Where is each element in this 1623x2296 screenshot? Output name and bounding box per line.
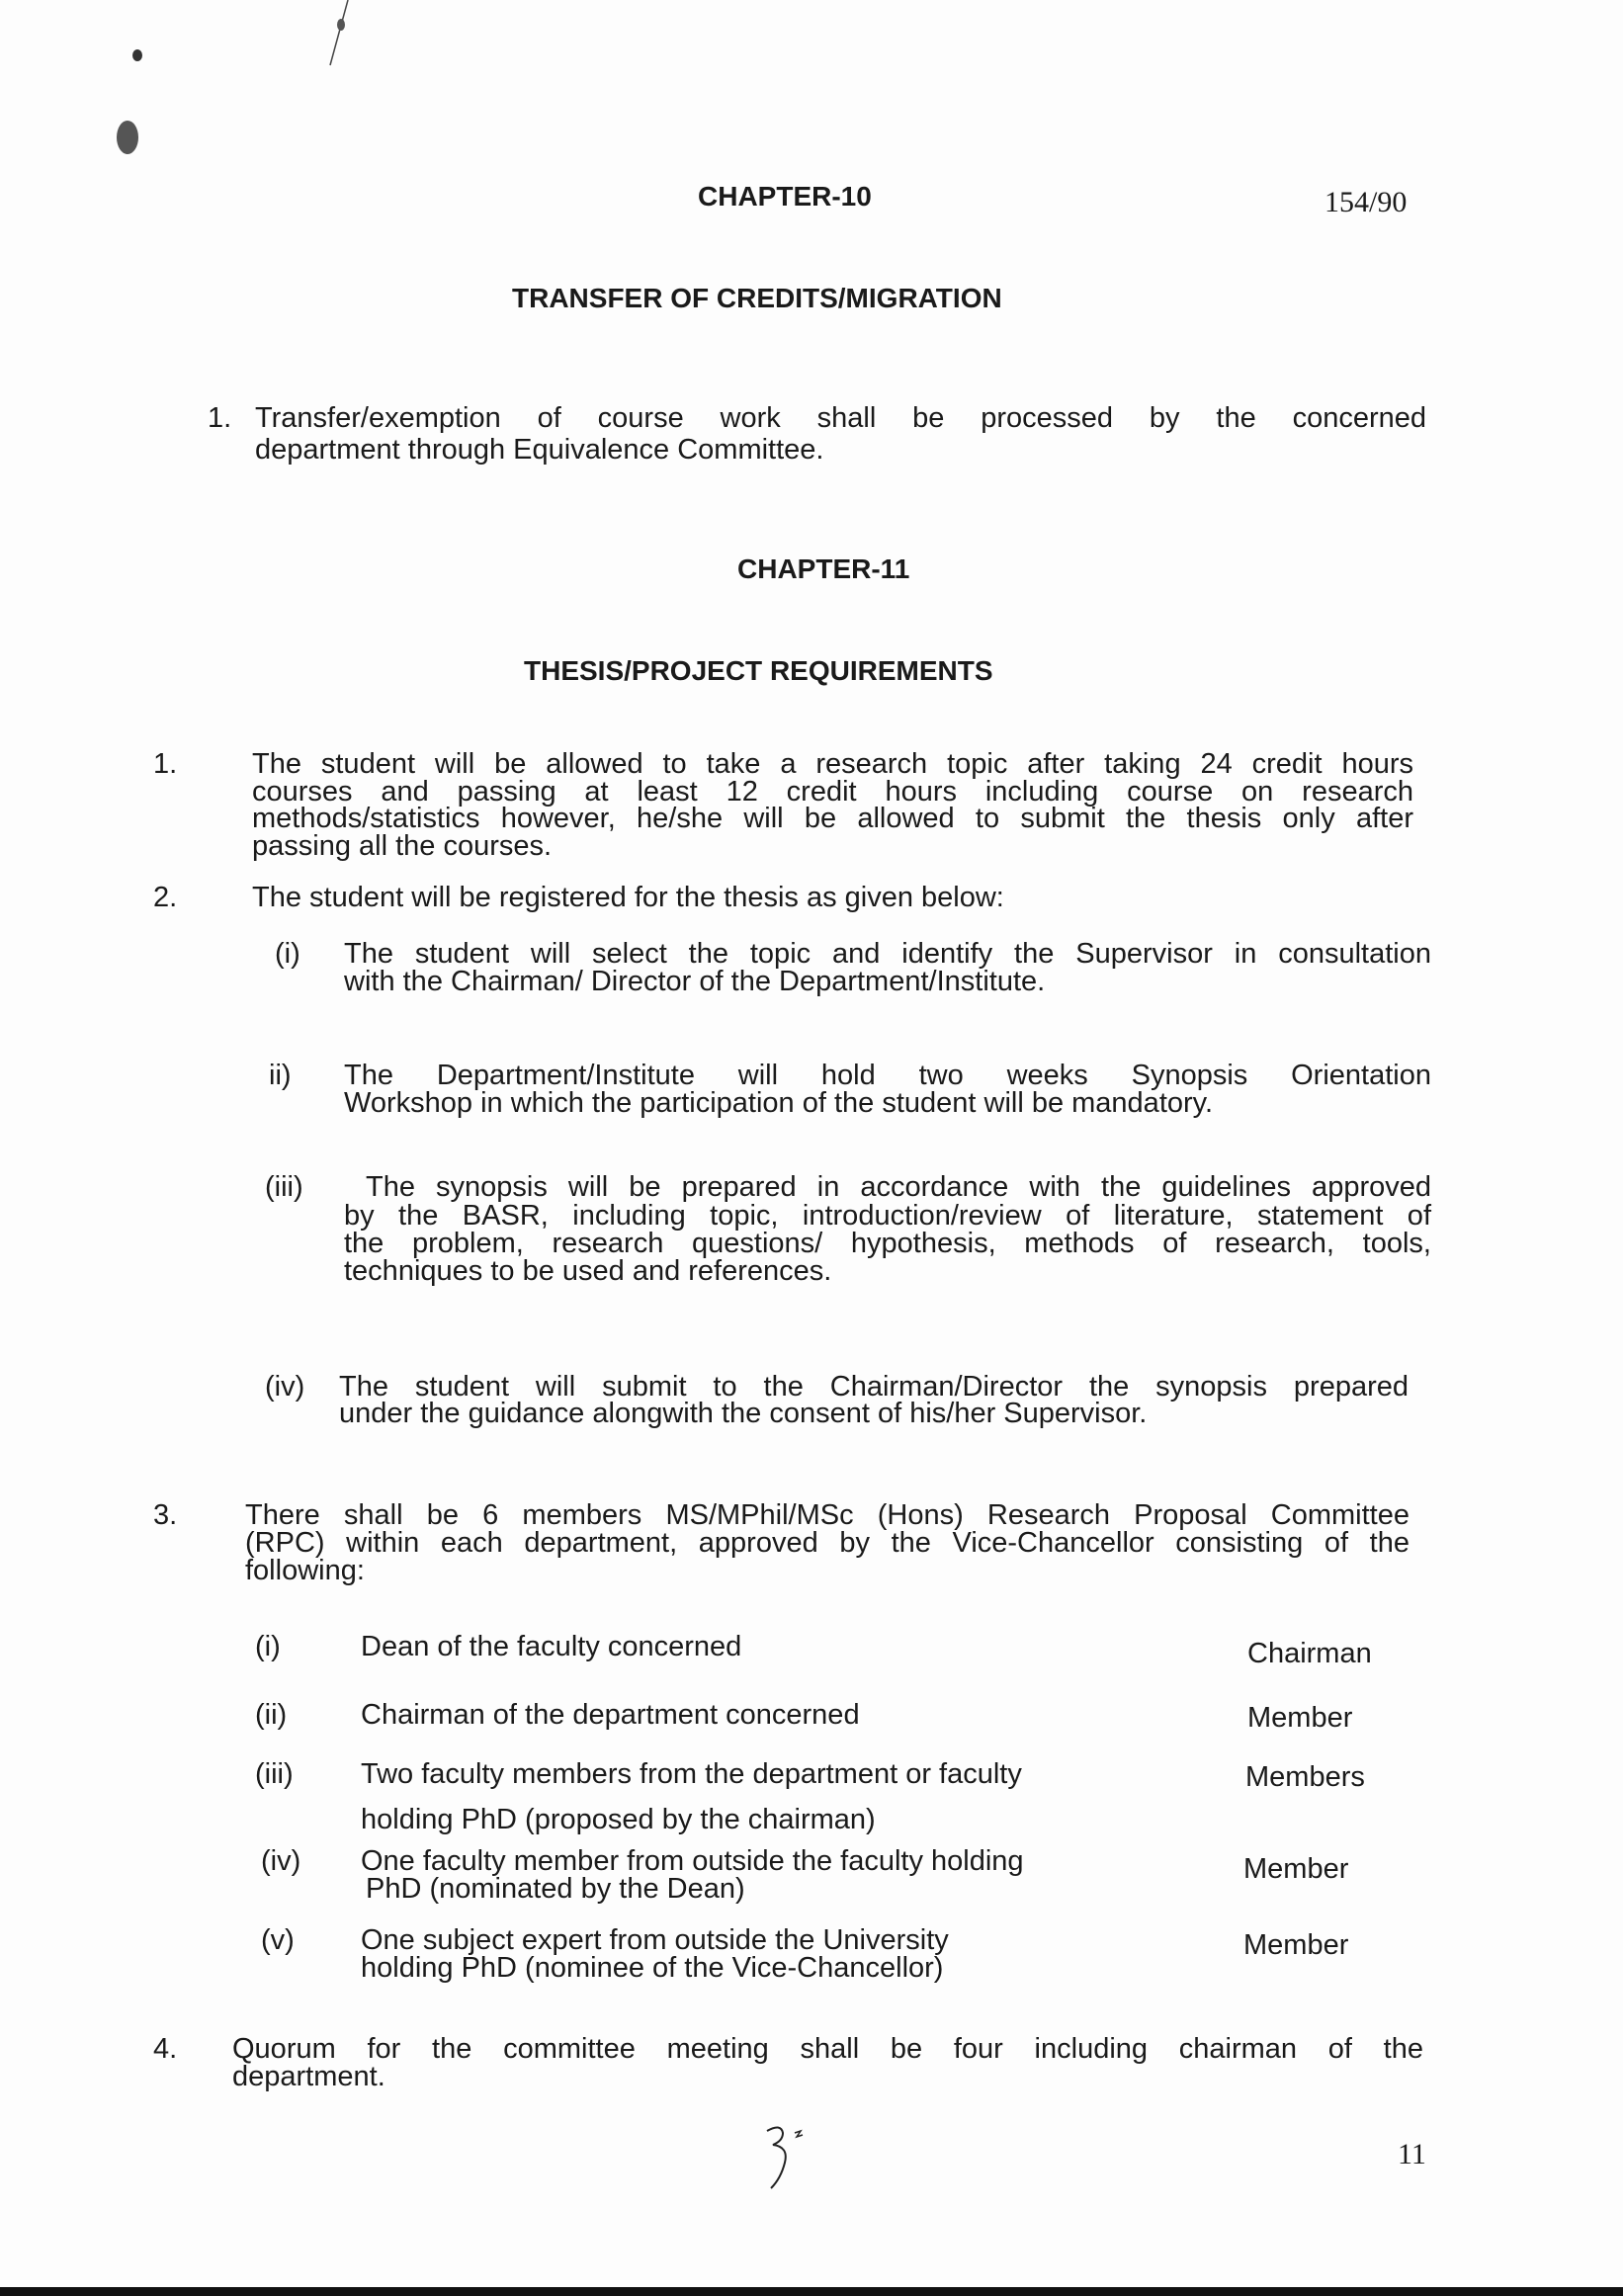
item-number: 4.	[153, 2033, 178, 2065]
member-description: holding PhD (nominee of the Vice-Chancellor)	[361, 1952, 944, 1984]
page-number: 11	[1398, 2138, 1426, 2170]
page-reference: 154/90	[1324, 186, 1408, 218]
chapter-11-title: CHAPTER-11	[737, 553, 910, 584]
member-description: holding PhD (proposed by the chairman)	[361, 1804, 876, 1835]
chapter-11-heading: THESIS/PROJECT REQUIREMENTS	[524, 655, 993, 686]
member-role: Member	[1243, 1929, 1349, 1961]
sub-item-number: (iii)	[265, 1171, 303, 1203]
scan-edge	[0, 2287, 1623, 2296]
paragraph-line: The synopsis will be prepared in accordance with the guidelines approved	[366, 1171, 1431, 1203]
member-role: Member	[1243, 1853, 1349, 1885]
paragraph-line: under the guidance alongwith the consent of his/her Supervisor.	[339, 1398, 1148, 1429]
paragraph-line: Transfer/exemption of course work shall be processed by the concerned	[255, 402, 1426, 434]
paragraph-line: following:	[245, 1555, 365, 1586]
item-number: 3.	[153, 1499, 178, 1531]
member-description: PhD (nominated by the Dean)	[366, 1873, 745, 1905]
paragraph-line: The student will submit to the Chairman/Director the synopsis prepared	[339, 1371, 1409, 1403]
paragraph-line: the problem, research questions/ hypothesis, methods of research, tools,	[344, 1228, 1431, 1259]
paragraph-line: The student will select the topic and identify the Supervisor in consultation	[344, 938, 1431, 970]
handwritten-mark	[759, 2123, 818, 2192]
member-description: One faculty member from outside the faculty holding	[361, 1845, 1024, 1877]
paragraph-line: (RPC) within each department, approved by the Vice-Chancellor consisting of the	[245, 1527, 1409, 1559]
paragraph-line: department.	[232, 2061, 385, 2092]
paragraph-line: There shall be 6 members MS/MPhil/MSc (Hons) Research Proposal Committee	[245, 1499, 1409, 1531]
member-role: Chairman	[1247, 1638, 1372, 1669]
scan-speck	[132, 49, 142, 61]
member-number: (iv)	[261, 1845, 301, 1877]
member-description: One subject expert from outside the University	[361, 1924, 949, 1956]
paragraph-line: by the BASR, including topic, introduction/review of literature, statement of	[344, 1200, 1431, 1232]
paragraph-line: department through Equivalence Committee.	[255, 434, 824, 466]
member-number: (ii)	[255, 1699, 288, 1731]
paragraph-line: courses and passing at least 12 credit hours including course on research	[252, 776, 1413, 808]
paragraph-line: methods/statistics however, he/she will be allowed to submit the thesis only after	[252, 803, 1413, 834]
chapter-10-title: CHAPTER-10	[698, 181, 872, 212]
item-number: 1.	[208, 402, 232, 434]
paragraph-line: techniques to be used and references.	[344, 1255, 832, 1287]
item-number: 1.	[153, 748, 178, 780]
scan-speck	[117, 121, 138, 154]
member-number: (v)	[261, 1924, 295, 1956]
paragraph-line: The student will be registered for the thesis as given below:	[252, 882, 1004, 913]
scan-pen-mark	[326, 0, 356, 69]
member-number: (iii)	[255, 1758, 294, 1790]
paragraph-line: Workshop in which the participation of the student will be mandatory.	[344, 1087, 1214, 1119]
chapter-10-heading: TRANSFER OF CREDITS/MIGRATION	[512, 283, 1002, 313]
sub-item-number: ii)	[269, 1060, 292, 1091]
sub-item-number: (iv)	[265, 1371, 305, 1403]
paragraph-line: with the Chairman/ Director of the Department/Institute.	[344, 966, 1046, 997]
member-role: Members	[1245, 1761, 1365, 1793]
member-description: Chairman of the department concerned	[361, 1699, 860, 1731]
member-description: Two faculty members from the department or faculty	[361, 1758, 1022, 1790]
member-role: Member	[1247, 1702, 1353, 1734]
paragraph-line: passing all the courses.	[252, 830, 553, 862]
paragraph-line: The student will be allowed to take a research topic after taking 24 credit hours	[252, 748, 1413, 780]
paragraph-line: Quorum for the committee meeting shall be four including chairman of the	[232, 2033, 1423, 2065]
paragraph-line: The Department/Institute will hold two weeks Synopsis Orientation	[344, 1060, 1431, 1091]
item-number: 2.	[153, 882, 178, 913]
member-description: Dean of the faculty concerned	[361, 1631, 742, 1662]
sub-item-number: (i)	[275, 938, 300, 970]
member-number: (i)	[255, 1631, 281, 1662]
